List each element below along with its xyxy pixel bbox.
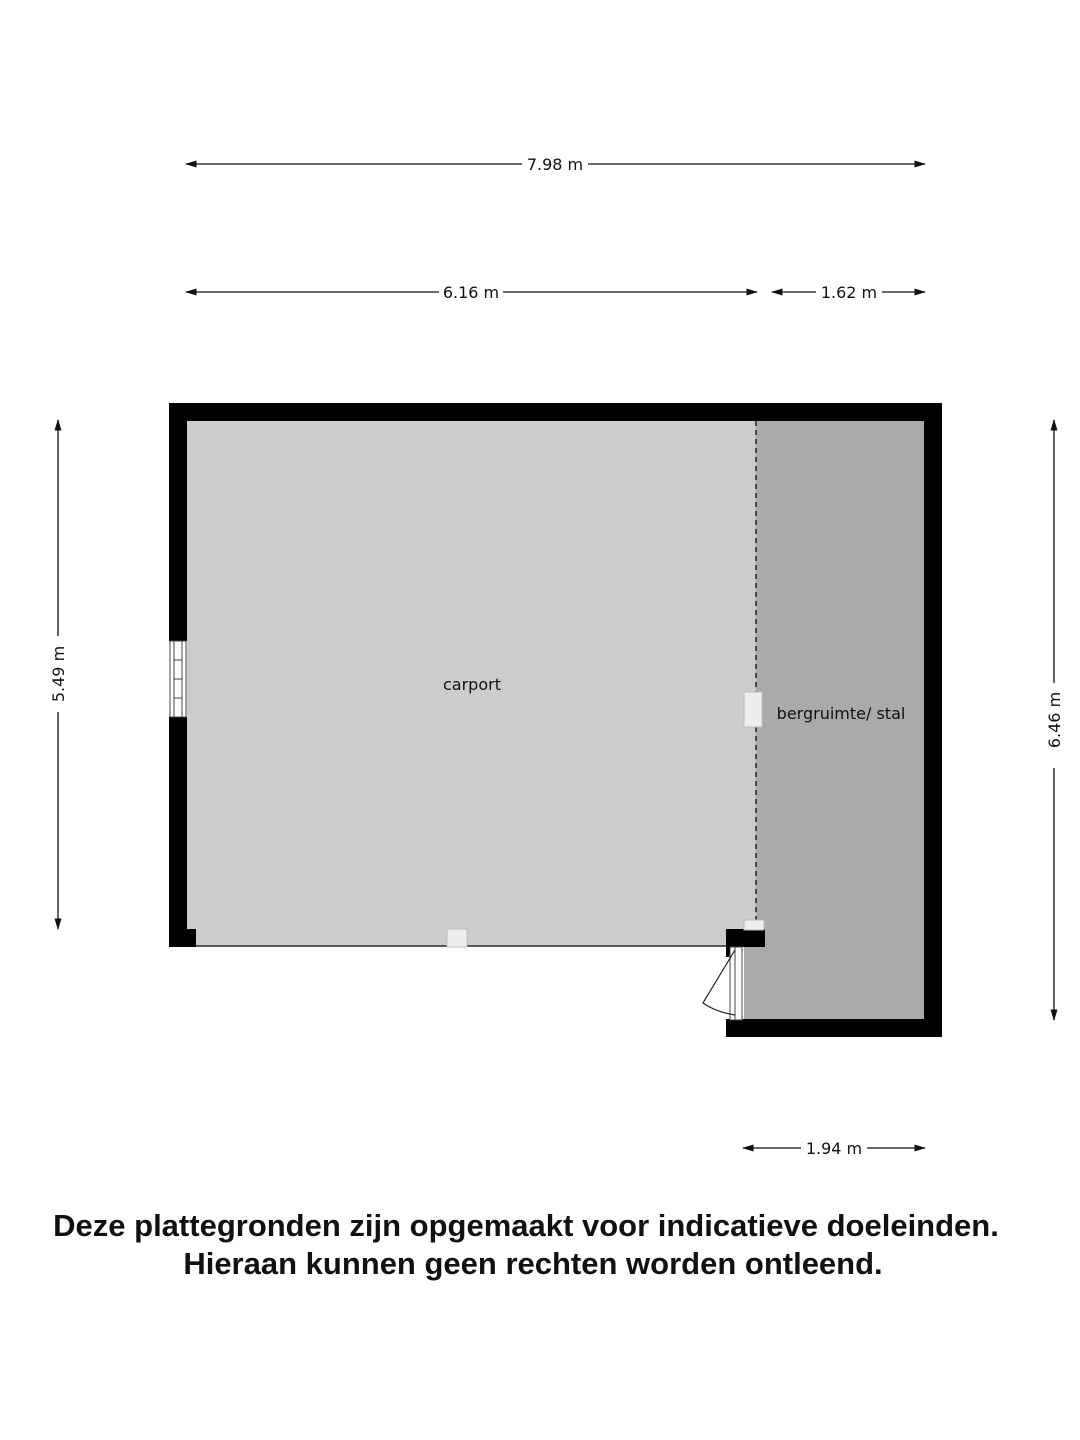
wall-left-lower xyxy=(169,717,187,947)
storage-floor-entry xyxy=(744,947,756,1020)
divider-post-middle xyxy=(744,692,762,727)
divider-post-bottom xyxy=(744,920,764,930)
storage-door xyxy=(703,947,742,1020)
wall-right xyxy=(924,403,942,1037)
room-label-storage: bergruimte/ stal xyxy=(776,704,906,723)
dim-label-bottom-right: 1.94 m xyxy=(805,1139,863,1158)
disclaimer-line-2: Hieraan kunnen geen rechten worden ontleend. xyxy=(183,1246,883,1281)
room-label-carport: carport xyxy=(443,675,501,694)
wall-left-upper xyxy=(169,403,187,641)
bottom-post xyxy=(447,929,467,947)
wall-top xyxy=(169,403,942,421)
dim-label-top-total: 7.98 m xyxy=(526,155,584,174)
left-window xyxy=(170,641,186,717)
wall-column xyxy=(726,929,765,947)
wall-corner-bottom-left xyxy=(169,929,196,947)
dim-label-top-right: 1.62 m xyxy=(820,283,878,302)
wall-bottom-storage xyxy=(726,1019,942,1037)
dim-label-right-height: 6.46 m xyxy=(1045,691,1064,749)
dim-label-top-left: 6.16 m xyxy=(442,283,500,302)
disclaimer-line-1: Deze plattegronden zijn opgemaakt voor indicatieve doeleinden. xyxy=(53,1208,999,1243)
dim-label-left-height: 5.49 m xyxy=(49,645,68,703)
